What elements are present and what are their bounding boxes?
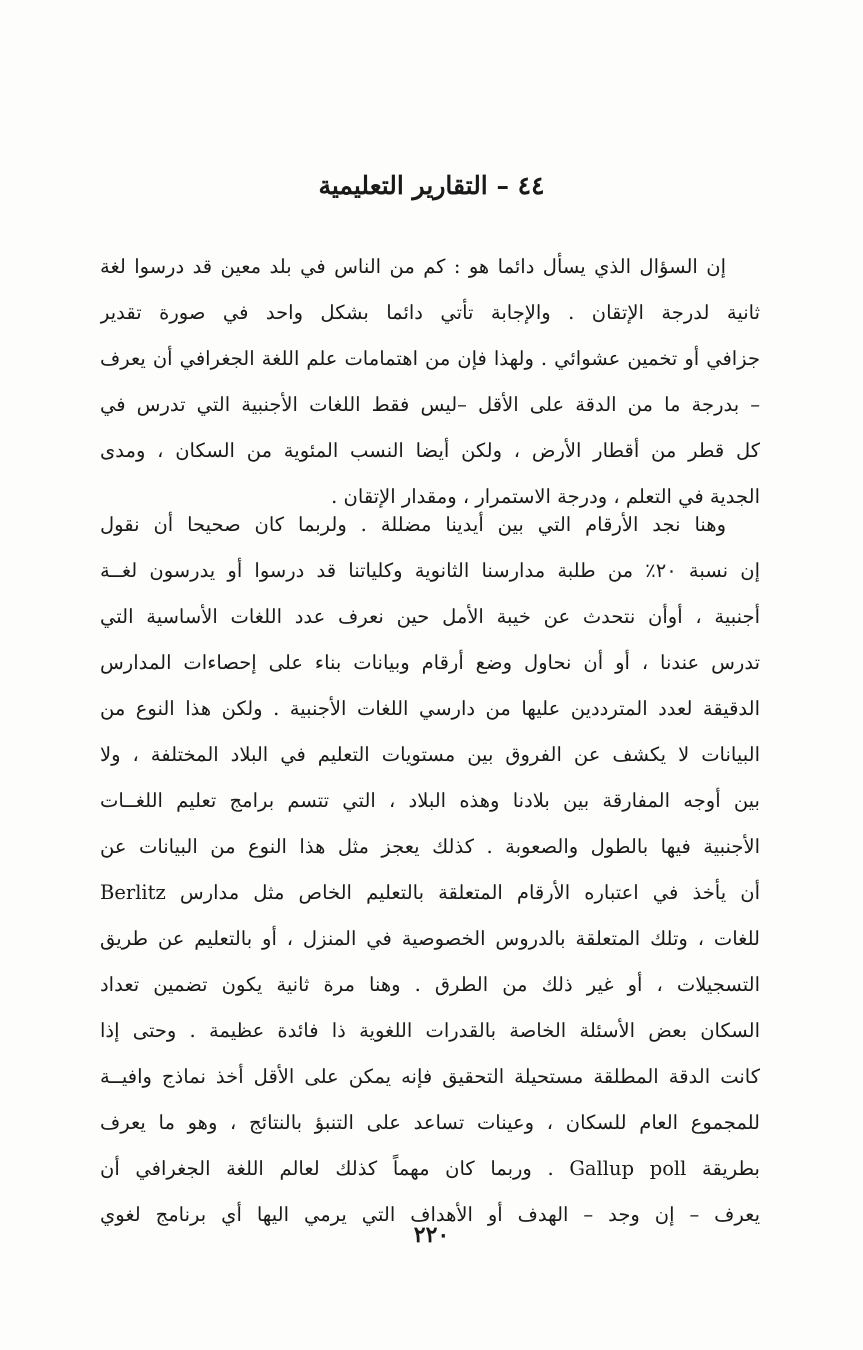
text-line: كل قطر من أقطار الأرض ، ولكن أيضا النسب المئوية من السكان ، ومدى: [100, 439, 760, 462]
page-title: ٤٤ – التقارير التعليمية: [318, 171, 545, 200]
page-number: ٢٢٠: [413, 1222, 450, 1248]
text-line: بين أوجه المفارقة بين بلادنا وهذه البلاد ، التي تتسم برامج تعليم اللغــات: [100, 789, 760, 812]
text-line: السكان بعض الأسئلة الخاصة بالقدرات اللغوية ذا فائدة عظيمة . وحتى إذا: [100, 1019, 760, 1042]
text-line: كانت الدقة المطلقة مستحيلة التحقيق فإنه يمكن على الأقل أخذ نماذج وافيــة: [100, 1065, 760, 1088]
text-line: ثانية لدرجة الإتقان . والإجابة تأتي دائما بشكل واحد في صورة تقدير: [100, 301, 760, 324]
text-line: إن نسبة ٢٠٪ من طلبة مدارسنا الثانوية وكلياتنا قد درسوا أو يدرسون لغــة: [100, 559, 760, 582]
text-line: وهنا نجد الأرقام التي بين أيدينا مضللة . ولربما كان صحيحا أن نقول: [100, 513, 726, 536]
text-line: للغات ، وتلك المتعلقة بالدروس الخصوصية في المنزل ، أو بالتعليم عن طريق: [100, 927, 760, 950]
text-line: إن السؤال الذي يسأل دائما هو : كم من الناس في بلد معين قد درسوا لغة: [100, 255, 726, 278]
text-line: للمجموع العام للسكان ، وعينات تساعد على التنبؤ بالنتائج ، وهو ما يعرف: [100, 1111, 760, 1134]
text-line: الجدية في التعلم ، ودرجة الاستمرار ، ومقدار الإتقان .: [331, 485, 760, 508]
text-line: أن يأخذ في اعتباره الأرقام المتعلقة بالتعليم الخاص مثل مدارس Berlitz: [100, 881, 760, 904]
text-line: البيانات لا يكشف عن الفروق بين مستويات التعليم في البلاد المختلفة ، ولا: [100, 743, 760, 766]
paragraph-1: [100, 244, 760, 520]
paragraph-2: [100, 502, 760, 1238]
text-line: تدرس عندنا ، أو أن نحاول وضع أرقام وبيانات بناء على إحصاءات المدارس: [100, 651, 760, 674]
text-line: الدقيقة لعدد المترددين عليها من دارسي اللغات الأجنبية . ولكن هذا النوع من: [100, 697, 760, 720]
text-line: الأجنبية فيها بالطول والصعوبة . كذلك يعجز مثل هذا النوع من البيانات عن: [100, 835, 760, 858]
text-line: بطريقة Gallup poll . وربما كان مهماً كذلك لعالم اللغة الجغرافي أن: [100, 1157, 760, 1180]
text-line: – بدرجة ما من الدقة على الأقل –ليس فقط اللغات الأجنبية التي تدرس في: [100, 393, 760, 416]
text-line: أجنبية ، أوأن نتحدث عن خيبة الأمل حين نعرف عدد اللغات الأساسية التي: [100, 605, 760, 628]
text-line: يعرف – إن وجد – الهدف أو الأهداف التي يرمي اليها أي برنامج لغوي: [100, 1203, 760, 1226]
text-line: جزافي أو تخمين عشوائي . ولهذا فإن من اهتمامات علم اللغة الجغرافي أن يعرف: [100, 347, 760, 370]
text-line: التسجيلات ، أو غير ذلك من الطرق . وهنا مرة ثانية يكون تضمين تعداد: [100, 973, 760, 996]
